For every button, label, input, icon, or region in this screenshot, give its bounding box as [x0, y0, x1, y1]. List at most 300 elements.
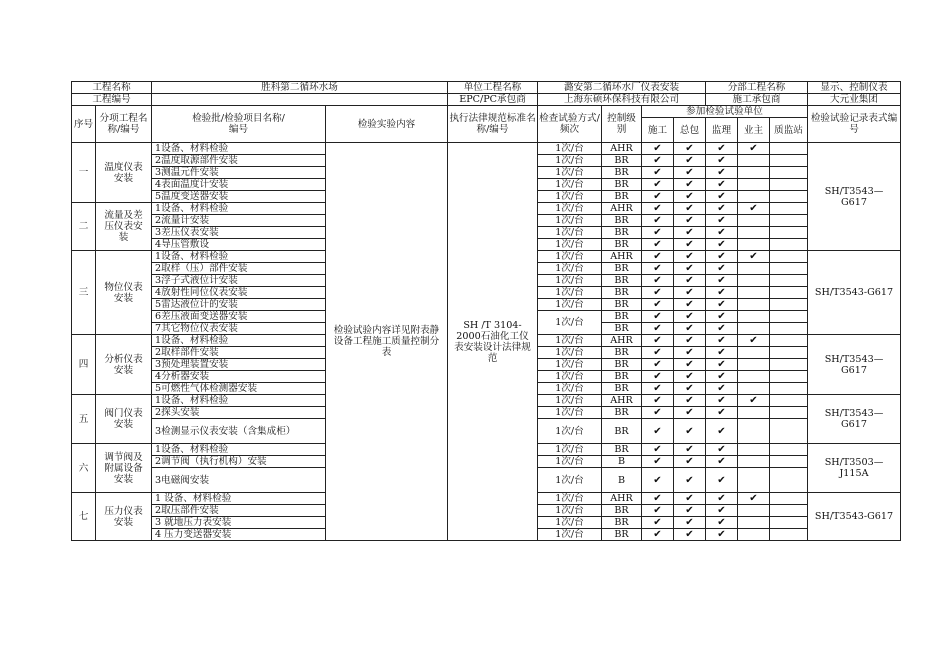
method: 1次/台 — [538, 407, 602, 419]
empty-check-cell — [770, 311, 808, 323]
empty-check-cell — [738, 456, 770, 468]
check-mark: ✔ — [706, 299, 738, 311]
check-mark: ✔ — [642, 493, 674, 505]
empty-check-cell — [770, 407, 808, 419]
check-mark: ✔ — [706, 167, 738, 179]
contractor-label: 施工承包商 — [706, 94, 808, 106]
empty-check-cell — [770, 179, 808, 191]
method: 1次/台 — [538, 191, 602, 203]
check-mark: ✔ — [738, 203, 770, 215]
control-level: BR — [602, 444, 642, 456]
check-mark: ✔ — [706, 371, 738, 383]
empty-check-cell — [738, 287, 770, 299]
check-mark: ✔ — [706, 239, 738, 251]
control-level: BR — [602, 191, 642, 203]
empty-check-cell — [770, 456, 808, 468]
control-level: BR — [602, 359, 642, 371]
check-mark: ✔ — [674, 456, 706, 468]
empty-check-cell — [770, 239, 808, 251]
control-level: BR — [602, 239, 642, 251]
control-level: BR — [602, 275, 642, 287]
epc-label: EPC/PC承包商 — [448, 94, 538, 106]
col-standard: 执行法律规范标准名称/编号 — [448, 106, 538, 143]
batch-item: 5温度变送器安装 — [152, 191, 326, 203]
check-mark: ✔ — [706, 493, 738, 505]
method: 1次/台 — [538, 493, 602, 505]
check-mark: ✔ — [674, 215, 706, 227]
header-row-1 — [72, 82, 901, 94]
empty-check-cell — [738, 359, 770, 371]
control-level: BR — [602, 227, 642, 239]
empty-check-cell — [770, 167, 808, 179]
empty-check-cell — [738, 407, 770, 419]
control-level: AHR — [602, 335, 642, 347]
check-mark: ✔ — [642, 203, 674, 215]
check-mark: ✔ — [706, 529, 738, 541]
control-level: AHR — [602, 143, 642, 155]
check-mark: ✔ — [706, 263, 738, 275]
check-mark: ✔ — [642, 359, 674, 371]
col-batch: 检验批/检验项目名称/编号 — [152, 106, 326, 143]
check-mark: ✔ — [642, 468, 674, 493]
empty-check-cell — [770, 263, 808, 275]
check-mark: ✔ — [706, 311, 738, 323]
batch-item: 4导压管敷设 — [152, 239, 326, 251]
group-seq: 六 — [72, 444, 96, 493]
method: 1次/台 — [538, 251, 602, 263]
batch-item: 3差压仪表安装 — [152, 227, 326, 239]
col-general: 总包 — [674, 118, 706, 143]
empty-check-cell — [770, 493, 808, 505]
method: 1次/台 — [538, 287, 602, 299]
group-seq: 三 — [72, 251, 96, 335]
batch-item: 3预处理装置安装 — [152, 359, 326, 371]
batch-item: 1设备、材料检验 — [152, 444, 326, 456]
check-mark: ✔ — [674, 203, 706, 215]
check-mark: ✔ — [706, 251, 738, 263]
group-name: 流量及差压仪表安装 — [96, 203, 152, 251]
method: 1次/台 — [538, 456, 602, 468]
batch-item: 1 设备、材料检验 — [152, 493, 326, 505]
empty-check-cell — [770, 529, 808, 541]
empty-check-cell — [738, 347, 770, 359]
group-name: 阀门仪表安装 — [96, 395, 152, 444]
empty-check-cell — [770, 275, 808, 287]
method: 1次/台 — [538, 335, 602, 347]
empty-check-cell — [738, 179, 770, 191]
batch-item: 4 压力变送器安装 — [152, 529, 326, 541]
check-mark: ✔ — [674, 287, 706, 299]
check-mark: ✔ — [706, 191, 738, 203]
check-mark: ✔ — [674, 179, 706, 191]
check-mark: ✔ — [642, 517, 674, 529]
col-record: 检验试验记录表式编号 — [808, 106, 901, 143]
empty-check-cell — [770, 251, 808, 263]
group-name: 温度仪表安装 — [96, 143, 152, 203]
check-mark: ✔ — [642, 383, 674, 395]
check-mark: ✔ — [674, 395, 706, 407]
empty-check-cell — [738, 155, 770, 167]
empty-check-cell — [738, 468, 770, 493]
record-form-no: SH/T3543—G617 — [808, 143, 901, 251]
check-mark: ✔ — [706, 275, 738, 287]
check-mark: ✔ — [642, 215, 674, 227]
check-mark: ✔ — [674, 191, 706, 203]
method: 1次/台 — [538, 179, 602, 191]
control-level: B — [602, 456, 642, 468]
control-level: BR — [602, 347, 642, 359]
project-no-label: 工程编号 — [72, 94, 152, 106]
column-header-row-1 — [72, 106, 901, 118]
control-level: BR — [602, 263, 642, 275]
method: 1次/台 — [538, 517, 602, 529]
empty-check-cell — [770, 227, 808, 239]
check-mark: ✔ — [674, 275, 706, 287]
group-name: 分析仪表安装 — [96, 335, 152, 395]
check-mark: ✔ — [642, 529, 674, 541]
method: 1次/台 — [538, 275, 602, 287]
check-mark: ✔ — [674, 419, 706, 444]
method: 1次/台 — [538, 347, 602, 359]
control-level: BR — [602, 215, 642, 227]
check-mark: ✔ — [674, 371, 706, 383]
batch-item: 3浮子式液位计安装 — [152, 275, 326, 287]
control-level: B — [602, 468, 642, 493]
check-mark: ✔ — [738, 335, 770, 347]
check-mark: ✔ — [674, 383, 706, 395]
batch-item: 1设备、材料检验 — [152, 203, 326, 215]
check-mark: ✔ — [738, 143, 770, 155]
control-level: AHR — [602, 395, 642, 407]
group-seq: 四 — [72, 335, 96, 395]
empty-check-cell — [738, 311, 770, 323]
empty-check-cell — [738, 215, 770, 227]
empty-check-cell — [738, 239, 770, 251]
batch-item: 1设备、材料检验 — [152, 143, 326, 155]
check-mark: ✔ — [706, 407, 738, 419]
empty-check-cell — [738, 227, 770, 239]
col-subitem: 分项工程名称/编号 — [96, 106, 152, 143]
empty-check-cell — [738, 299, 770, 311]
check-mark: ✔ — [642, 444, 674, 456]
empty-check-cell — [738, 263, 770, 275]
check-mark: ✔ — [674, 359, 706, 371]
check-mark: ✔ — [706, 335, 738, 347]
check-mark: ✔ — [674, 311, 706, 323]
check-mark: ✔ — [674, 335, 706, 347]
sub-project-label: 分部工程名称 — [706, 82, 808, 94]
record-form-no: SH/T3543—G617 — [808, 335, 901, 395]
check-mark: ✔ — [674, 493, 706, 505]
batch-item: 3电磁阀安装 — [152, 468, 326, 493]
empty-check-cell — [738, 275, 770, 287]
check-mark: ✔ — [642, 263, 674, 275]
col-supervise: 监理 — [706, 118, 738, 143]
batch-item: 1设备、材料检验 — [152, 251, 326, 263]
empty-check-cell — [738, 323, 770, 335]
header-row-2 — [72, 94, 901, 106]
control-level: AHR — [602, 251, 642, 263]
project-name-value: 胜科第二循环水场 — [152, 82, 448, 94]
check-mark: ✔ — [642, 323, 674, 335]
check-mark: ✔ — [674, 505, 706, 517]
control-level: AHR — [602, 493, 642, 505]
control-level: BR — [602, 179, 642, 191]
method: 1次/台 — [538, 383, 602, 395]
batch-item: 3测温元件安装 — [152, 167, 326, 179]
batch-item: 2温度取源部件安装 — [152, 155, 326, 167]
check-mark: ✔ — [706, 383, 738, 395]
method: 1次/台 — [538, 359, 602, 371]
batch-item: 6差压液面变送器安装 — [152, 311, 326, 323]
check-mark: ✔ — [706, 456, 738, 468]
col-units: 参加检验试验单位 — [642, 106, 808, 118]
check-mark: ✔ — [674, 299, 706, 311]
batch-item: 2取样（压）部件安装 — [152, 263, 326, 275]
method: 1次/台 — [538, 155, 602, 167]
check-mark: ✔ — [706, 203, 738, 215]
check-mark: ✔ — [706, 419, 738, 444]
empty-check-cell — [770, 335, 808, 347]
control-level: BR — [602, 371, 642, 383]
batch-item: 4表面温度计安装 — [152, 179, 326, 191]
batch-item: 5可燃性气体检测器安装 — [152, 383, 326, 395]
control-level: BR — [602, 529, 642, 541]
check-mark: ✔ — [674, 529, 706, 541]
check-mark: ✔ — [642, 191, 674, 203]
check-mark: ✔ — [642, 275, 674, 287]
method: 1次/台 — [538, 167, 602, 179]
record-form-no: SH/T3543-G617 — [808, 251, 901, 335]
check-mark: ✔ — [674, 407, 706, 419]
batch-item: 7其它物位仪表安装 — [152, 323, 326, 335]
empty-check-cell — [738, 444, 770, 456]
check-mark: ✔ — [642, 143, 674, 155]
check-mark: ✔ — [642, 167, 674, 179]
check-mark: ✔ — [674, 444, 706, 456]
empty-check-cell — [770, 143, 808, 155]
check-mark: ✔ — [642, 371, 674, 383]
check-mark: ✔ — [706, 143, 738, 155]
content-note: 检验试验内容详见附表静设备工程施工质量控制分表 — [326, 143, 448, 541]
check-mark: ✔ — [642, 311, 674, 323]
check-mark: ✔ — [706, 359, 738, 371]
check-mark: ✔ — [642, 239, 674, 251]
group-seq: 五 — [72, 395, 96, 444]
batch-item: 1设备、材料检验 — [152, 395, 326, 407]
control-level: BR — [602, 311, 642, 323]
check-mark: ✔ — [674, 143, 706, 155]
check-mark: ✔ — [642, 347, 674, 359]
check-mark: ✔ — [674, 323, 706, 335]
method: 1次/台 — [538, 529, 602, 541]
method: 1次/台 — [538, 371, 602, 383]
batch-item: 2取压部件安装 — [152, 505, 326, 517]
record-form-no: SH/T3503—J115A — [808, 444, 901, 493]
method: 1次/台 — [538, 395, 602, 407]
batch-item: 1设备、材料检验 — [152, 335, 326, 347]
inspection-plan-table — [71, 81, 901, 541]
check-mark: ✔ — [674, 347, 706, 359]
check-mark: ✔ — [642, 179, 674, 191]
control-level: BR — [602, 517, 642, 529]
empty-check-cell — [770, 323, 808, 335]
project-name-label: 工程名称 — [72, 82, 152, 94]
method: 1次/台 — [538, 203, 602, 215]
control-level: BR — [602, 407, 642, 419]
col-owner: 业主 — [738, 118, 770, 143]
check-mark: ✔ — [642, 287, 674, 299]
contractor-value: 大元业集团 — [808, 94, 901, 106]
empty-check-cell — [770, 299, 808, 311]
check-mark: ✔ — [674, 239, 706, 251]
check-mark: ✔ — [642, 456, 674, 468]
col-seq: 序号 — [72, 106, 96, 143]
empty-check-cell — [770, 468, 808, 493]
check-mark: ✔ — [738, 493, 770, 505]
check-mark: ✔ — [706, 287, 738, 299]
check-mark: ✔ — [706, 395, 738, 407]
check-mark: ✔ — [738, 251, 770, 263]
empty-check-cell — [738, 167, 770, 179]
method: 1次/台 — [538, 263, 602, 275]
batch-item: 4放射性同位仪表安装 — [152, 287, 326, 299]
empty-check-cell — [770, 395, 808, 407]
control-level: BR — [602, 419, 642, 444]
check-mark: ✔ — [674, 263, 706, 275]
sub-project-value: 显示、控制仪表 — [808, 82, 901, 94]
empty-check-cell — [770, 347, 808, 359]
check-mark: ✔ — [642, 335, 674, 347]
batch-item: 3 就地压力表安装 — [152, 517, 326, 529]
group-name: 物位仪表安装 — [96, 251, 152, 335]
group-name: 调节阀及附属设备安装 — [96, 444, 152, 493]
batch-item: 3检测显示仪表安装（含集成柜） — [152, 419, 326, 444]
empty-check-cell — [770, 505, 808, 517]
check-mark: ✔ — [674, 251, 706, 263]
table-row — [72, 143, 901, 155]
empty-check-cell — [738, 383, 770, 395]
method: 1次/台 — [538, 311, 602, 335]
check-mark: ✔ — [674, 155, 706, 167]
method: 1次/台 — [538, 143, 602, 155]
method: 1次/台 — [538, 419, 602, 444]
check-mark: ✔ — [642, 505, 674, 517]
empty-check-cell — [770, 371, 808, 383]
check-mark: ✔ — [706, 505, 738, 517]
check-mark: ✔ — [642, 419, 674, 444]
epc-value: 上海东硕环保科技有限公司 — [538, 94, 706, 106]
method: 1次/台 — [538, 468, 602, 493]
group-name: 压力仪表安装 — [96, 493, 152, 541]
check-mark: ✔ — [642, 155, 674, 167]
batch-item: 2探头安装 — [152, 407, 326, 419]
group-seq: 一 — [72, 143, 96, 203]
batch-item: 2取样部件安装 — [152, 347, 326, 359]
check-mark: ✔ — [642, 251, 674, 263]
unit-project-label: 单位工程名称 — [448, 82, 538, 94]
method: 1次/台 — [538, 444, 602, 456]
check-mark: ✔ — [642, 227, 674, 239]
check-mark: ✔ — [674, 517, 706, 529]
method: 1次/台 — [538, 215, 602, 227]
batch-item: 2调节阀（执行机构）安装 — [152, 456, 326, 468]
check-mark: ✔ — [642, 299, 674, 311]
record-form-no: SH/T3543—G617 — [808, 395, 901, 444]
method: 1次/台 — [538, 227, 602, 239]
standard-note: SH /T 3104-2000石油化工仪表安装设计法律规范 — [448, 143, 538, 541]
control-level: BR — [602, 383, 642, 395]
check-mark: ✔ — [706, 444, 738, 456]
project-no-value — [152, 94, 448, 106]
inspection-plan-sheet — [71, 81, 901, 541]
check-mark: ✔ — [706, 468, 738, 493]
check-mark: ✔ — [706, 155, 738, 167]
check-mark: ✔ — [706, 347, 738, 359]
control-level: AHR — [602, 203, 642, 215]
empty-check-cell — [770, 155, 808, 167]
unit-project-value: 潞安第二循环水厂仪表安装 — [538, 82, 706, 94]
empty-check-cell — [738, 529, 770, 541]
control-level: BR — [602, 323, 642, 335]
check-mark: ✔ — [674, 468, 706, 493]
empty-check-cell — [738, 505, 770, 517]
empty-check-cell — [770, 444, 808, 456]
check-mark: ✔ — [674, 227, 706, 239]
method: 1次/台 — [538, 239, 602, 251]
control-level: BR — [602, 299, 642, 311]
col-quality: 质监站 — [770, 118, 808, 143]
empty-check-cell — [770, 287, 808, 299]
empty-check-cell — [770, 215, 808, 227]
check-mark: ✔ — [642, 395, 674, 407]
check-mark: ✔ — [738, 395, 770, 407]
empty-check-cell — [770, 191, 808, 203]
record-form-no: SH/T3543-G617 — [808, 493, 901, 541]
empty-check-cell — [738, 517, 770, 529]
group-seq: 二 — [72, 203, 96, 251]
col-construct: 施工 — [642, 118, 674, 143]
col-method: 检查试验方式/频次 — [538, 106, 602, 143]
empty-check-cell — [770, 203, 808, 215]
empty-check-cell — [770, 517, 808, 529]
check-mark: ✔ — [706, 215, 738, 227]
empty-check-cell — [770, 383, 808, 395]
method: 1次/台 — [538, 505, 602, 517]
control-level: BR — [602, 167, 642, 179]
check-mark: ✔ — [706, 323, 738, 335]
method: 1次/台 — [538, 299, 602, 311]
empty-check-cell — [738, 371, 770, 383]
empty-check-cell — [770, 359, 808, 371]
empty-check-cell — [738, 191, 770, 203]
group-seq: 七 — [72, 493, 96, 541]
batch-item: 5雷达液位计的安装 — [152, 299, 326, 311]
check-mark: ✔ — [706, 179, 738, 191]
empty-check-cell — [738, 419, 770, 444]
check-mark: ✔ — [706, 227, 738, 239]
control-level: BR — [602, 287, 642, 299]
control-level: BR — [602, 155, 642, 167]
check-mark: ✔ — [674, 167, 706, 179]
batch-item: 2流量计安装 — [152, 215, 326, 227]
control-level: BR — [602, 505, 642, 517]
batch-item: 4分析器安装 — [152, 371, 326, 383]
empty-check-cell — [770, 419, 808, 444]
col-content: 检验实验内容 — [326, 106, 448, 143]
col-level: 控制级别 — [602, 106, 642, 143]
check-mark: ✔ — [706, 517, 738, 529]
